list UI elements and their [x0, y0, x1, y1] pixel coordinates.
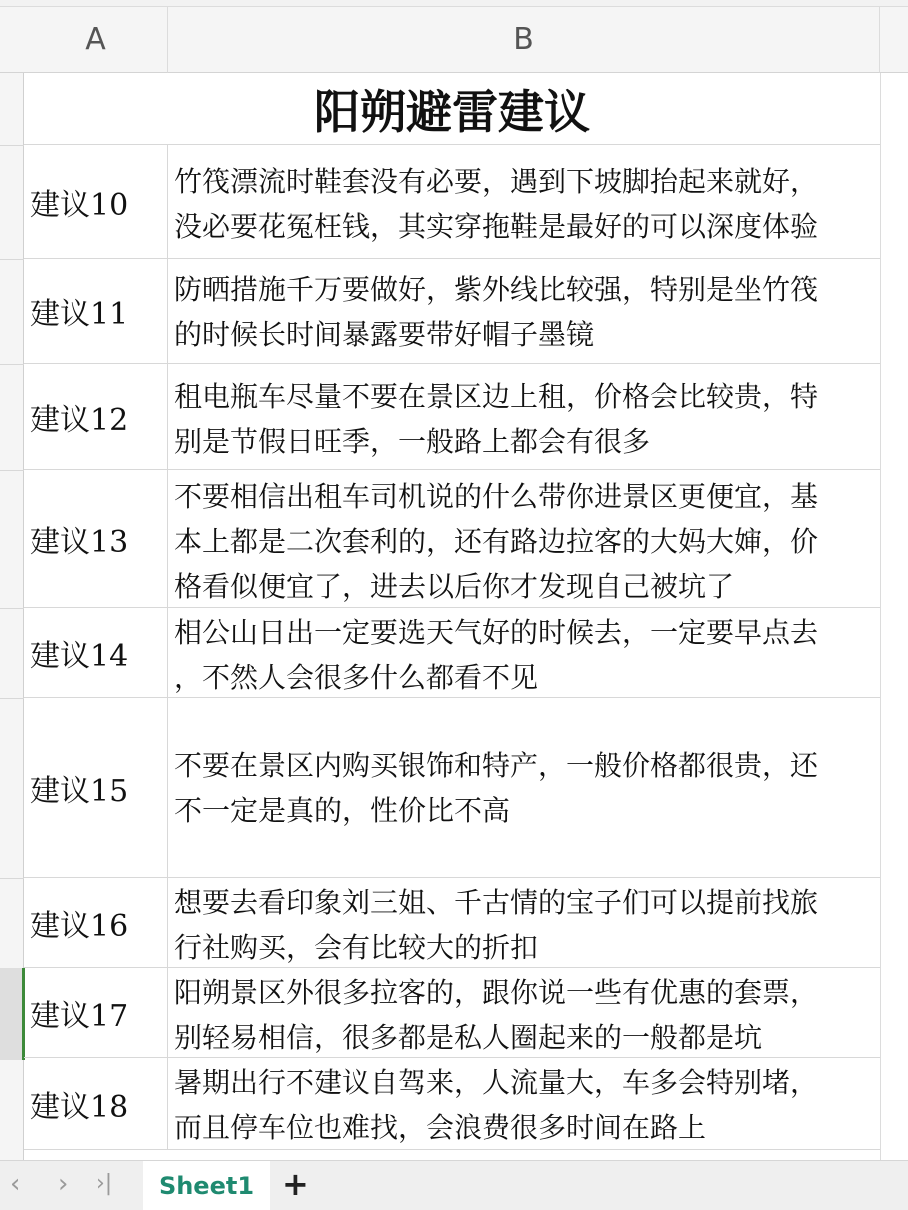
skip-to-last-icon[interactable]: ›|	[96, 1171, 113, 1196]
row-label: 建议12	[30, 402, 129, 438]
cell-a-label[interactable]	[24, 608, 168, 698]
row-label: 建议10	[30, 187, 129, 223]
row-label: 建议16	[30, 908, 129, 944]
title-cell[interactable]	[24, 73, 880, 145]
cell-line: 不要在景区内购买银饰和特产，一般价格都很贵，还	[174, 748, 819, 782]
column-header-a-label: A	[85, 22, 106, 57]
chevron-right-icon[interactable]: ›	[58, 1169, 69, 1199]
chevron-left-icon[interactable]: ‹	[10, 1169, 21, 1199]
row-label: 建议15	[30, 773, 129, 809]
cell-line: 防晒措施千万要做好，紫外线比较强，特别是坐竹筏	[174, 273, 819, 306]
cell-text-block	[174, 743, 818, 833]
column-header-b[interactable]	[168, 7, 880, 73]
cell-b-text[interactable]	[168, 145, 880, 259]
cell-line: 格看似便宜了，进去以后你才发现自己被坑了	[174, 570, 735, 603]
cell-line: 不要相信出租车司机说的什么带你进景区更便宜，基	[174, 480, 819, 513]
cell-line: 租电瓶车尽量不要在景区边上租，价格会比较贵，特	[174, 380, 819, 413]
cell-b-text[interactable]	[168, 470, 880, 608]
cell-b-text[interactable]	[168, 259, 880, 364]
cell-line: 别是节假日旺季，一般路上都会有很多	[174, 425, 651, 458]
row-divider	[0, 878, 24, 879]
cell-line: 竹筏漂流时鞋套没有必要，遇到下坡脚抬起来就好，	[174, 165, 819, 198]
cell-line: 别轻易相信，很多都是私人圈起来的一般都是坑	[174, 1021, 763, 1054]
cell-a-label[interactable]	[24, 364, 168, 470]
column-c-partial[interactable]	[880, 73, 908, 1160]
plus-icon[interactable]: +	[282, 1165, 309, 1203]
row-divider	[0, 608, 24, 609]
cell-a-label[interactable]	[24, 1058, 168, 1150]
sheet-tab-sheet1[interactable]	[143, 1161, 270, 1210]
cell-line: 阳朔景区外很多拉客的，跟你说一些有优惠的套票，	[174, 976, 819, 1009]
row-label: 建议11	[30, 297, 129, 332]
cell-b-text[interactable]	[168, 364, 880, 470]
cell-a-label[interactable]	[24, 878, 168, 968]
column-header-b-label: B	[513, 22, 534, 57]
cell-line: 而且停车位也难找，会浪费很多时间在路上	[174, 1111, 707, 1144]
cell-line: 行社购买，会有比较大的折扣	[174, 931, 539, 964]
select-all-corner[interactable]	[0, 7, 24, 73]
cell-b-text[interactable]	[168, 878, 880, 968]
cell-line: 暑期出行不建议自驾来，人流量大，车多会特别堵，	[174, 1066, 819, 1099]
row-divider	[0, 698, 24, 699]
cell-line: ，不然人会很多什么都看不见	[174, 661, 539, 694]
cell-b-text[interactable]	[168, 968, 880, 1058]
cell-a-label[interactable]	[24, 968, 168, 1058]
cell-b-text[interactable]	[168, 608, 880, 698]
window-top-strip	[0, 0, 908, 7]
cell-line: 相公山日出一定要选天气好的时候去，一定要早点去	[174, 616, 819, 649]
cell-a-label[interactable]	[24, 470, 168, 608]
sheet-tab-label: Sheet1	[158, 1171, 255, 1200]
sheet-title: 阳朔避雷建议	[314, 84, 590, 139]
row-divider	[0, 145, 24, 146]
row-label: 建议13	[30, 524, 129, 560]
cell-a-label[interactable]	[24, 145, 168, 259]
row-label: 建议18	[30, 1089, 129, 1125]
row-label: 建议14	[30, 638, 129, 674]
cell-a-label[interactable]	[24, 259, 168, 364]
cell-a-label[interactable]	[24, 698, 168, 878]
cell-line: 本上都是二次套利的，还有路边拉客的大妈大婶，价	[174, 525, 819, 558]
column-header-c-partial[interactable]	[880, 7, 908, 73]
row-label: 建议17	[30, 998, 129, 1034]
cell-line: 不一定是真的，性价比不高	[174, 793, 511, 827]
row-divider	[0, 259, 24, 260]
sheet-tab-bar	[0, 1160, 908, 1210]
cell-line: 没必要花冤枉钱，其实穿拖鞋是最好的可以深度体验	[174, 210, 819, 243]
cell-line: 的时候长时间暴露要带好帽子墨镜	[174, 318, 595, 351]
column-header-a[interactable]	[24, 7, 168, 73]
selected-row-marker	[0, 968, 25, 1060]
row-divider	[0, 470, 24, 471]
row-divider	[0, 364, 24, 365]
cell-b-text[interactable]	[168, 698, 880, 878]
cell-b-text[interactable]	[168, 1058, 880, 1150]
cell-line: 想要去看印象刘三姐、千古情的宝子们可以提前找旅	[174, 886, 819, 919]
